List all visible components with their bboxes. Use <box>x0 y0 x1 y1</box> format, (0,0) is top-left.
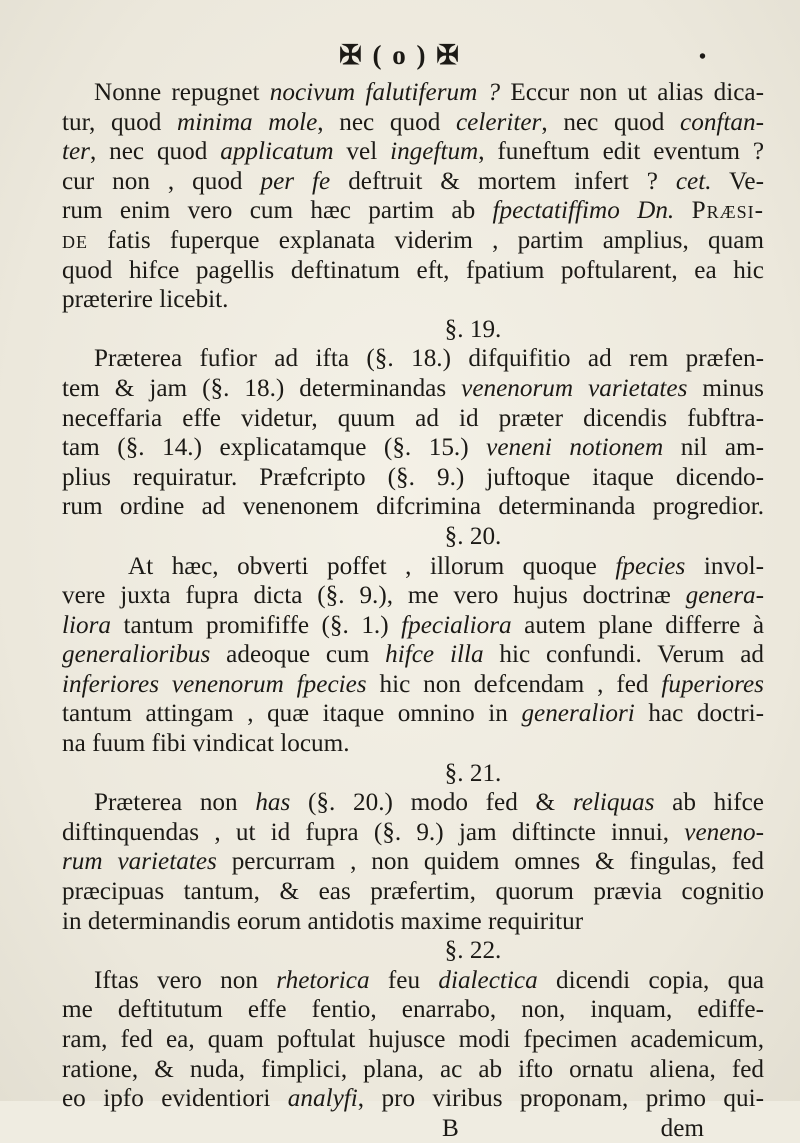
text-run: neceffaria effe videtur, quum ad id præter dicendis fubftra- <box>62 404 764 432</box>
text-run: hic non defcendam , fed <box>366 670 662 698</box>
text-run: vere juxta fupra dicta (§. 9.), me vero hujus doctrinæ <box>62 582 686 610</box>
italic-run: venenorum varietates <box>461 374 688 402</box>
text-line <box>62 433 764 463</box>
text-run: in determinandis eorum antidotis maxime requiritur <box>62 907 584 935</box>
italic-run: fuperiores <box>661 670 764 698</box>
text-line <box>62 1084 764 1114</box>
text-line <box>62 256 764 286</box>
italic-run: dialectica <box>438 966 538 994</box>
text-run: de <box>62 226 88 254</box>
section-heading <box>62 522 764 552</box>
text-run: cur non , quod <box>62 167 261 195</box>
text-run: autem plane differre à <box>511 611 765 639</box>
text-run: , pro viribus proponam, primo qui- <box>357 1085 764 1113</box>
italic-run: liora <box>62 611 111 639</box>
text-run: eo ipfo evidentiori <box>62 1085 288 1113</box>
text-line <box>62 285 764 315</box>
italic-run: reliquas <box>572 789 655 817</box>
text-run: quod hifce pagellis deftinatum eft, fpatium poftularent, ea hic <box>62 256 764 284</box>
italic-run: rhetorica <box>276 966 370 994</box>
italic-run: veneni notionem <box>486 434 664 462</box>
text-run: , nec quod <box>317 108 456 136</box>
text-run: (§. 20.) modo fed & <box>290 789 573 817</box>
text-line <box>62 492 764 522</box>
text-line <box>62 907 764 937</box>
header-ornament: ✠ ( o ) ✠ <box>339 40 461 70</box>
italic-run: hifce illa <box>385 641 484 669</box>
text-run: hic confundi. Verum ad <box>483 641 764 669</box>
italic-run: minima mole <box>177 108 318 136</box>
text-line <box>62 463 764 493</box>
italic-run: conftan- <box>680 108 764 136</box>
text-line <box>62 966 764 996</box>
section-heading <box>62 315 764 345</box>
text-run: vel <box>333 138 391 166</box>
italic-run: fpecialiora <box>401 611 512 639</box>
catchword: dem <box>660 1114 704 1142</box>
text-run: fatis fuperque explanata viderim , partim amplius, quam <box>88 226 764 254</box>
page-mark: • <box>698 46 708 68</box>
text-run: tem & jam (§. 18.) determinandas <box>62 374 462 402</box>
text-line <box>62 729 764 759</box>
italic-run: nocivum falutiferum ? <box>269 79 501 106</box>
text-run: Præsi- <box>691 197 764 225</box>
text-run: ratione, & nuda, fimplici, plana, ac ab ifto ornatu aliena, fed <box>62 1055 764 1083</box>
section-heading <box>62 759 764 789</box>
text-run: Ve- <box>711 167 764 195</box>
text-line <box>62 818 764 848</box>
italic-run: fpectatiffimo Dn. <box>492 197 675 225</box>
text-line <box>62 108 764 138</box>
text-run: §. 19. <box>444 315 502 343</box>
text-run: §. 22. <box>444 937 502 965</box>
text-run: At hæc, obverti poffet , illorum quoque <box>128 552 616 580</box>
text-run: adeoque cum <box>210 641 386 669</box>
italic-run: per fe <box>260 167 331 195</box>
text-run: , nec quod <box>89 138 221 166</box>
italic-run: inferiores venenorum fpecies <box>62 670 367 698</box>
text-line <box>62 1055 764 1085</box>
text-line <box>62 699 764 729</box>
text-run <box>674 197 691 224</box>
text-run: , funeftum edit eventum ? <box>478 138 764 166</box>
italic-run: ter <box>62 138 90 166</box>
text-run: rum ordine ad venenonem difcrimina determinanda progredior. <box>62 493 764 521</box>
text-line <box>62 611 764 641</box>
text-line <box>62 404 764 434</box>
text-run: ab hifce <box>654 789 764 817</box>
page-header <box>0 40 800 71</box>
text-run: dicendi copia, qua <box>537 966 764 994</box>
italic-run: cet. <box>675 167 712 195</box>
text-run: tantum attingam , quæ itaque omnino in <box>62 700 522 728</box>
text-run: ram, fed ea, quam poftulat hujusce modi fpecimen academicum, <box>62 1026 764 1053</box>
text-line <box>62 78 764 108</box>
italic-run: generaliori <box>521 700 635 728</box>
text-run: hac doctri- <box>634 700 765 728</box>
text-line <box>62 995 764 1025</box>
text-run: deftruit & mortem infert ? <box>330 167 676 195</box>
italic-run: applicatum <box>220 138 334 166</box>
text-line <box>62 847 764 877</box>
text-line <box>62 374 764 404</box>
italic-run: has <box>255 789 291 817</box>
text-run: plius requiratur. Præfcripto (§. 9.) juftoque itaque dicendo- <box>62 463 764 491</box>
text-line <box>62 581 764 611</box>
text-run: Eccur non ut alias dica- <box>500 79 764 106</box>
text-line <box>62 226 764 256</box>
italic-run: veneno- <box>684 818 764 846</box>
text-run: percurram , non quidem omnes & fingulas, fed <box>216 848 764 876</box>
italic-run: genera- <box>685 582 764 610</box>
text-run: §. 21. <box>444 759 502 787</box>
text-line <box>62 1025 764 1055</box>
text-run: tantum promififfe (§. 1.) <box>111 611 402 639</box>
text-run: feu <box>369 966 439 994</box>
text-run: invol- <box>685 552 764 580</box>
italic-run: analyfi <box>287 1085 358 1113</box>
text-line <box>62 167 764 197</box>
italic-run: fpecies <box>615 552 686 580</box>
text-run: tam (§. 14.) explicatamque (§. 15.) <box>62 434 487 462</box>
text-run: rum enim vero cum hæc partim ab <box>62 197 493 225</box>
text-run: , nec quod <box>541 108 681 136</box>
text-line <box>62 344 764 374</box>
text-run: diftinquendas , ut id fupra (§. 9.) jam diftincte innui, <box>62 818 685 846</box>
italic-run: ingeftum <box>390 138 479 166</box>
text-line <box>62 552 764 582</box>
text-run: me deftitutum effe fentio, enarrabo, non, inquam, ediffe- <box>62 996 764 1024</box>
section-heading <box>62 936 764 966</box>
text-line <box>62 788 764 818</box>
text-run: præterire licebit. <box>62 286 229 314</box>
text-run: Præterea fufior ad ifta (§. 18.) difquifitio ad rem præfen- <box>94 345 764 373</box>
text-run: minus <box>687 374 764 402</box>
text-run: præcipuas tantum, & eas præfertim, quorum prævia cognitio <box>62 878 764 906</box>
page-footer <box>62 1114 764 1143</box>
text-run: Nonne repugnet <box>94 79 270 106</box>
text-run: nil am- <box>663 434 764 462</box>
italic-run: rum varietates <box>62 848 217 876</box>
text-line <box>62 137 764 167</box>
text-run: Præterea non <box>94 789 256 817</box>
italic-run: generalioribus <box>62 641 211 669</box>
text-line <box>62 670 764 700</box>
text-run: §. 20. <box>444 522 502 550</box>
text-run: Iftas vero non <box>94 966 277 994</box>
text-line <box>62 196 764 226</box>
signature-mark: B <box>442 1114 459 1142</box>
text-line <box>62 877 764 907</box>
text-run: tur, quod <box>62 108 178 136</box>
italic-run: celeriter <box>456 108 542 136</box>
text-run: na fuum fibi vindicat locum. <box>62 730 350 758</box>
text-line <box>62 640 764 670</box>
body-text <box>62 78 764 1143</box>
